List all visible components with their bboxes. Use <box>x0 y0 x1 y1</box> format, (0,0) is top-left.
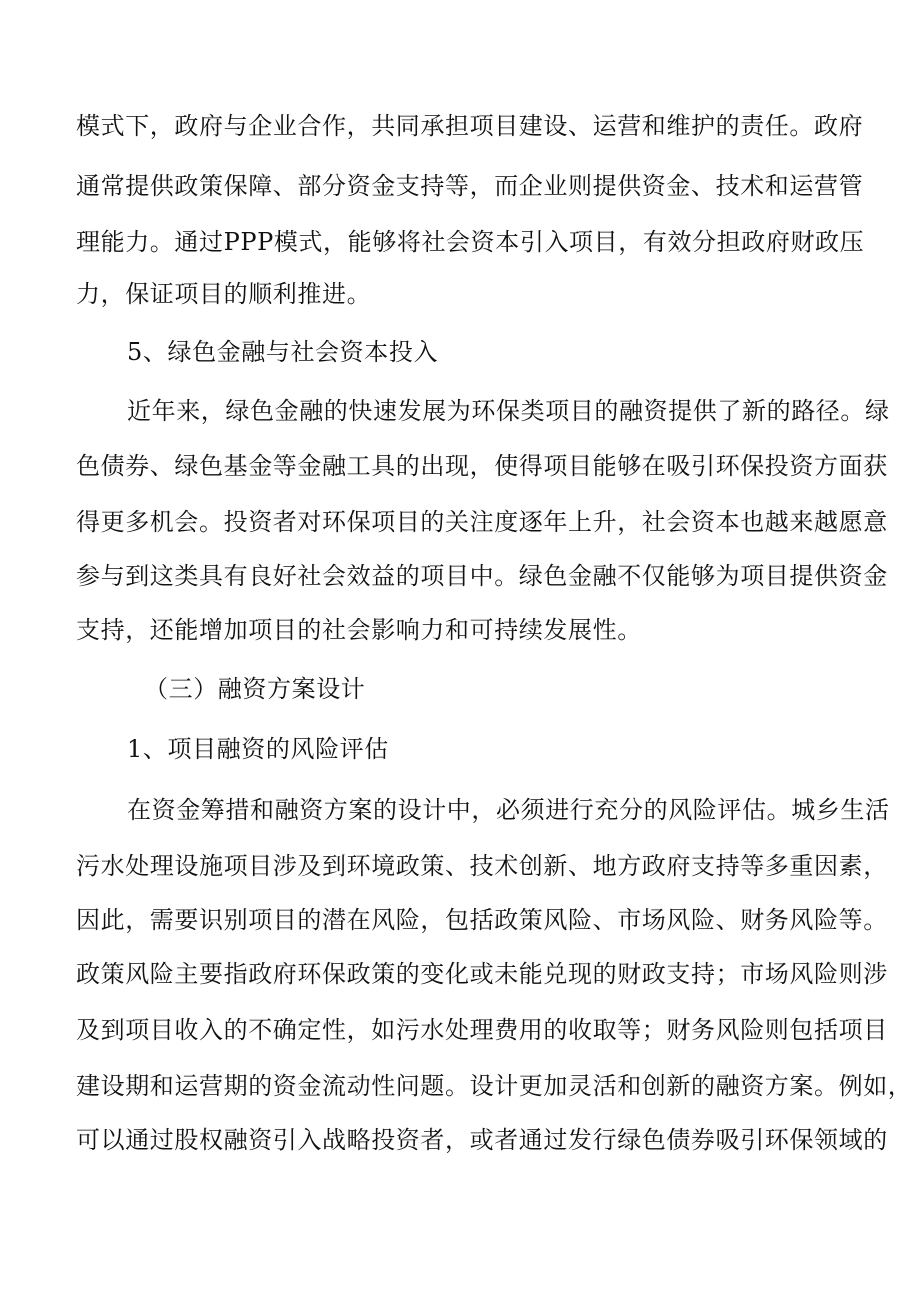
paragraph-line: 建设期和运营期的资金流动性问题。设计更加灵活和创新的融资方案。例如， <box>76 1072 913 1100</box>
paragraph-line: 模式下，政府与企业合作，共同承担项目建设、运营和维护的责任。政府 <box>76 112 864 140</box>
paragraph-line: 污水处理设施项目涉及到环境政策、技术创新、地方政府支持等多重因素， <box>76 852 888 880</box>
section-heading: 5、绿色金融与社会资本投入 <box>127 338 439 366</box>
paragraph-line: 力，保证项目的顺利推进。 <box>76 280 372 308</box>
paragraph-line: 色债券、绿色基金等金融工具的出现，使得项目能够在吸引环保投资方面获 <box>76 452 888 480</box>
paragraph-line: 通常提供政策保障、部分资金支持等，而企业则提供资金、技术和运营管 <box>76 172 864 200</box>
section-heading: 1、项目融资的风险评估 <box>127 735 389 763</box>
paragraph-line: 及到项目收入的不确定性，如污水处理费用的收取等；财务风险则包括项目 <box>76 1016 888 1044</box>
paragraph-line: 支持，还能增加项目的社会影响力和可持续发展性。 <box>76 616 642 644</box>
paragraph-line: 可以通过股权融资引入战略投资者，或者通过发行绿色债券吸引环保领域的 <box>76 1126 888 1154</box>
subsection-heading: （三）融资方案设计 <box>144 675 366 703</box>
paragraph-line: 理能力。通过PPP模式，能够将社会资本引入项目，有效分担政府财政压 <box>76 228 865 256</box>
paragraph-line: 得更多机会。投资者对环保项目的关注度逐年上升，社会资本也越来越愿意 <box>76 508 888 536</box>
paragraph-line: 因此，需要识别项目的潜在风险，包括政策风险、市场风险、财务风险等。 <box>76 906 888 934</box>
paragraph-line: 政策风险主要指政府环保政策的变化或未能兑现的财政支持；市场风险则涉 <box>76 960 888 988</box>
paragraph-line: 参与到这类具有良好社会效益的项目中。绿色金融不仅能够为项目提供资金 <box>76 562 888 590</box>
paragraph-line: 近年来，绿色金融的快速发展为环保类项目的融资提供了新的路径。绿 <box>127 397 890 425</box>
paragraph-line: 在资金筹措和融资方案的设计中，必须进行充分的风险评估。城乡生活 <box>127 796 890 824</box>
